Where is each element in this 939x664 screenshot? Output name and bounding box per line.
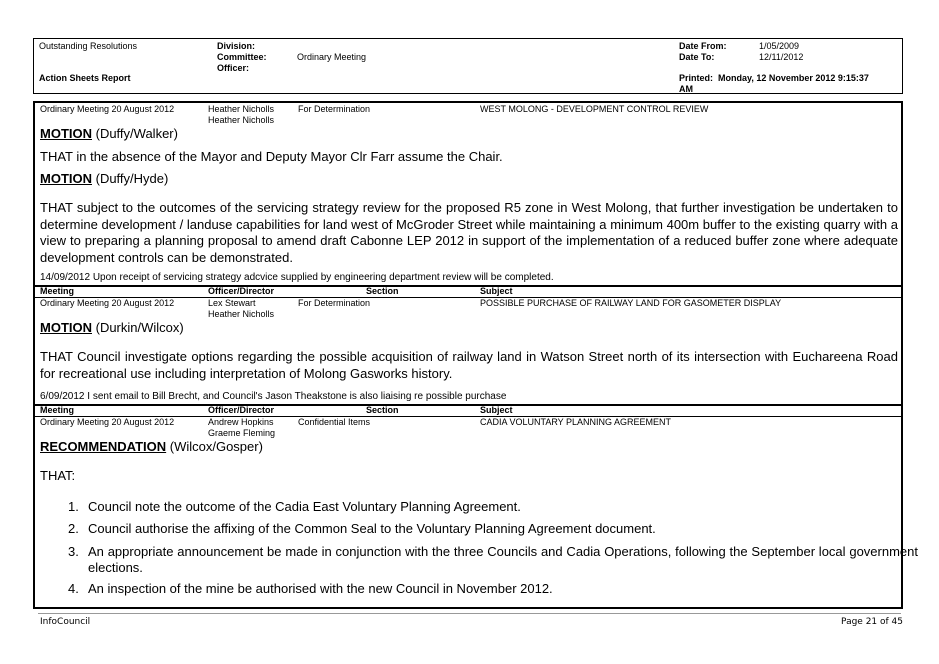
item1-officer-2: Heather Nicholls <box>208 115 275 125</box>
item1-meeting: Ordinary Meeting 20 August 2012 <box>40 104 175 114</box>
item3-officer-1: Andrew Hopkins <box>208 417 274 427</box>
item1-section: For Determination <box>298 104 371 114</box>
date-from-value: 1/05/2009 <box>759 41 800 51</box>
item1-motion1-text: THAT in the absence of the Mayor and Deputy Mayor Clr Farr assume the Chair. <box>40 149 503 164</box>
printed-label: Printed: <box>679 73 714 83</box>
recommendation-movers: (Wilcox/Gosper) <box>166 439 263 454</box>
item2-section: For Determination <box>298 298 371 308</box>
report-name: Outstanding Resolutions <box>39 41 138 51</box>
division-label: Division: <box>217 41 256 51</box>
officer-label: Officer: <box>217 63 250 73</box>
list-item: 3. An appropriate announcement be made in conjunction with the three Councils and Cadia Operations, following the September local government elections. <box>68 544 918 575</box>
date-from-label: Date From: <box>679 41 727 51</box>
item2-officer-2: Heather Nicholls <box>208 309 275 319</box>
motion-keyword: MOTION <box>40 320 92 335</box>
col-officer: Officer/Director <box>208 405 275 415</box>
recommendation-keyword: RECOMMENDATION <box>40 439 167 454</box>
page-number: Page 21 of 45 <box>841 617 903 627</box>
item1-motion1-heading <box>40 126 178 141</box>
list-item: 2. Council authorise the affixing of the Common Seal to the Voluntary Planning Agreement document. <box>68 521 656 536</box>
date-to-value: 12/11/2012 <box>759 52 804 62</box>
col-section: Section <box>366 286 399 296</box>
item2-motion-text: THAT Council investigate options regarding the possible acquisition of railway land in Watson Street north of its intersection with Euchareena Road for recreational use including interpretation of Molong Gasworks history. <box>40 349 898 381</box>
item3-officer-2: Graeme Fleming <box>208 428 276 438</box>
col-meeting: Meeting <box>40 286 75 296</box>
item2-officer-1: Lex Stewart <box>208 298 256 308</box>
item3-meeting: Ordinary Meeting 20 August 2012 <box>40 417 175 427</box>
date-to-label: Date To: <box>679 52 715 62</box>
item2-motion-heading <box>40 320 184 335</box>
item3-recommendation-heading <box>40 439 263 454</box>
item1-motion2-heading <box>40 171 168 186</box>
item1-motion2-text: THAT subject to the outcomes of the servicing strategy review for the proposed R5 zone in West Molong, that further investigation be undertaken to determine development / landuse capabilities for land west of McGroder Street while maintaining a minimum 400m buffer to the existing quarry with a view to preparing a planning proposal to amend draft Cabonne LEP 2012 in support of the implementation of a reduced buffer zone where adequate development controls can be demonstrated. <box>40 200 898 265</box>
printed-value-cont: AM <box>679 84 693 94</box>
col-meeting: Meeting <box>40 405 75 415</box>
item3-subject: CADIA VOLUNTARY PLANNING AGREEMENT <box>480 417 672 427</box>
item3-section: Confidential Items <box>298 417 371 427</box>
col-subject: Subject <box>480 405 513 415</box>
motion-keyword: MOTION <box>40 126 92 141</box>
motion-movers: (Duffy/Hyde) <box>92 171 169 186</box>
row-divider <box>35 285 901 287</box>
committee-value: Ordinary Meeting <box>297 52 367 62</box>
footer-left: InfoCouncil <box>40 617 91 627</box>
col-subject: Subject <box>480 286 513 296</box>
item2-subject: POSSIBLE PURCHASE OF RAILWAY LAND FOR GASOMETER DISPLAY <box>480 298 782 308</box>
item2-note: 6/09/2012 I sent email to Bill Brecht, and Council's Jason Theakstone is also liaising re possible purchase <box>40 391 507 402</box>
motion-movers: (Duffy/Walker) <box>92 126 178 141</box>
col-section: Section <box>366 405 399 415</box>
item1-officer-1: Heather Nicholls <box>208 104 275 114</box>
row-divider <box>35 404 901 406</box>
item1-subject: WEST MOLONG - DEVELOPMENT CONTROL REVIEW <box>480 104 709 114</box>
item2-meeting: Ordinary Meeting 20 August 2012 <box>40 298 175 308</box>
item3-rec-intro: THAT: <box>40 468 76 483</box>
motion-movers: (Durkin/Wilcox) <box>92 320 184 335</box>
report-type: Action Sheets Report <box>39 73 131 83</box>
list-item: 1. Council note the outcome of the Cadia East Voluntary Planning Agreement. <box>68 499 521 514</box>
printed-value: Monday, 12 November 2012 9:15:37 <box>718 73 869 83</box>
list-item: 4. An inspection of the mine be authorised with the new Council in November 2012. <box>68 581 553 596</box>
col-officer: Officer/Director <box>208 286 275 296</box>
footer-divider <box>38 613 901 614</box>
committee-label: Committee: <box>217 52 267 62</box>
item1-note: 14/09/2012 Upon receipt of servicing strategy adcvice supplied by engineering department review will be completed. <box>40 272 554 283</box>
motion-keyword: MOTION <box>40 171 92 186</box>
